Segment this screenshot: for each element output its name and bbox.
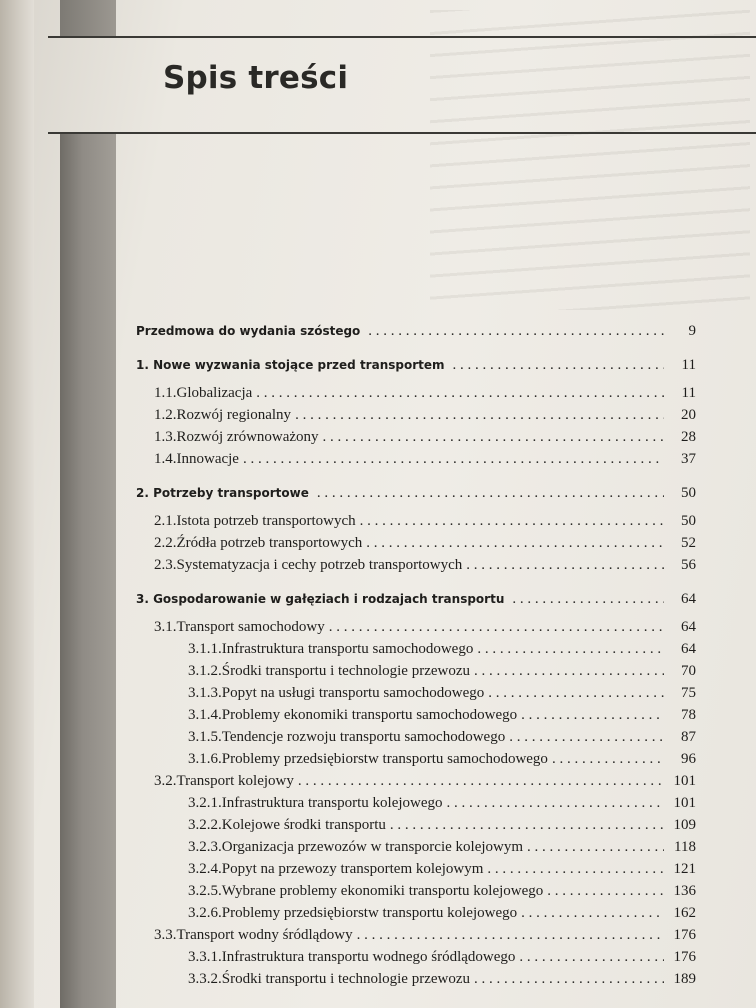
- toc-entry-number: 2.3.: [154, 557, 177, 573]
- toc-entry-number: 3.3.2.: [188, 971, 222, 987]
- toc-entry-title: Transport samochodowy: [176, 619, 325, 635]
- toc-leader-dots: [360, 510, 664, 532]
- toc-entry[interactable]: [136, 616, 696, 638]
- toc-entry[interactable]: [136, 682, 696, 704]
- toc-leader-dots: [366, 532, 664, 554]
- toc-page-number: 87: [681, 729, 696, 745]
- toc-page-number: 9: [688, 323, 696, 339]
- toc-entry[interactable]: [136, 748, 696, 770]
- table-of-contents: [136, 320, 696, 990]
- toc-entry-number: 3.1.4.: [188, 707, 222, 723]
- toc-entry-number: 1.1.: [154, 385, 177, 401]
- toc-entry-number: 1.4.: [154, 451, 177, 467]
- toc-entry-number: 3.2.6.: [188, 905, 222, 921]
- toc-entry-title: Systematyzacja i cechy potrzeb transportowych: [176, 557, 463, 573]
- toc-entry[interactable]: [136, 532, 696, 554]
- toc-entry[interactable]: [136, 554, 696, 576]
- toc-entry-title: Źródła potrzeb transportowych: [176, 535, 363, 551]
- toc-entry-title: Transport kolejowy: [176, 773, 294, 789]
- toc-leader-dots: [474, 968, 664, 990]
- toc-leader-dots: [521, 704, 664, 726]
- bleed-through-text: [430, 10, 750, 310]
- toc-leader-dots: [512, 588, 664, 610]
- toc-entry[interactable]: [136, 814, 696, 836]
- toc-entry-title: Infrastruktura transportu samochodowego: [221, 641, 474, 657]
- toc-entry-title: Kolejowe środki transportu: [221, 817, 386, 833]
- toc-leader-dots: [547, 880, 664, 902]
- toc-page-number: 96: [681, 751, 696, 767]
- toc-leader-dots: [317, 482, 664, 504]
- toc-entry-title: Rozwój regionalny: [176, 407, 292, 423]
- toc-section[interactable]: [136, 354, 696, 376]
- section-spacer: [136, 576, 696, 588]
- toc-entry-number: 3.1.2.: [188, 663, 222, 679]
- toc-page-number: 20: [681, 407, 696, 423]
- toc-page-number: 56: [681, 557, 696, 573]
- toc-leader-dots: [243, 448, 664, 470]
- toc-leader-dots: [453, 354, 664, 376]
- toc-entry-number: 1.2.: [154, 407, 177, 423]
- toc-leader-dots: [527, 836, 664, 858]
- toc-entry[interactable]: [136, 382, 696, 404]
- toc-entry-number: 3.1.: [154, 619, 177, 635]
- toc-page-number: 50: [681, 513, 696, 529]
- toc-leader-dots: [298, 770, 664, 792]
- toc-entry-number: 1.3.: [154, 429, 177, 445]
- toc-section-title: Przedmowa do wydania szóstego: [136, 324, 361, 338]
- toc-entry-number: 2.2.: [154, 535, 177, 551]
- toc-page-number: 28: [681, 429, 696, 445]
- toc-entry[interactable]: [136, 880, 696, 902]
- toc-entry[interactable]: [136, 792, 696, 814]
- toc-leader-dots: [357, 924, 664, 946]
- toc-entry[interactable]: [136, 902, 696, 924]
- toc-entry-title: Problemy ekonomiki transportu samochodowego: [221, 707, 518, 723]
- toc-section-title: 3. Gospodarowanie w gałęziach i rodzajach transportu: [136, 592, 505, 606]
- toc-entry-title: Popyt na przewozy transportem kolejowym: [221, 861, 484, 877]
- toc-page-number: 101: [673, 773, 696, 789]
- toc-entry[interactable]: [136, 968, 696, 990]
- toc-entry[interactable]: [136, 946, 696, 968]
- toc-section[interactable]: [136, 320, 696, 342]
- toc-leader-dots: [552, 748, 664, 770]
- toc-page-number: 37: [681, 451, 696, 467]
- toc-entry-title: Infrastruktura transportu kolejowego: [221, 795, 443, 811]
- toc-entry-title: Rozwój zrównoważony: [176, 429, 319, 445]
- toc-leader-dots: [521, 902, 664, 924]
- decorative-bar-top: [60, 0, 116, 36]
- toc-entry-number: 3.1.1.: [188, 641, 222, 657]
- toc-entry[interactable]: [136, 426, 696, 448]
- toc-section-title: 1. Nowe wyzwania stojące przed transportem: [136, 358, 445, 372]
- toc-page-number: 176: [673, 927, 696, 943]
- toc-entry-number: 3.1.5.: [188, 729, 222, 745]
- toc-leader-dots: [488, 682, 664, 704]
- toc-entry-title: Środki transportu i technologie przewozu: [221, 971, 471, 987]
- toc-entry-title: Transport wodny śródlądowy: [176, 927, 353, 943]
- toc-entry-title: Istota potrzeb transportowych: [176, 513, 356, 529]
- toc-page-number: 176: [673, 949, 696, 965]
- header-rule-bottom: [48, 132, 756, 134]
- toc-entry[interactable]: [136, 858, 696, 880]
- toc-entry-title: Organizacja przewozów w transporcie kolejowym: [221, 839, 524, 855]
- toc-leader-dots: [487, 858, 664, 880]
- toc-page-number: 50: [681, 485, 696, 501]
- toc-section-title: 2. Potrzeby transportowe: [136, 486, 309, 500]
- toc-page-number: 64: [681, 641, 696, 657]
- toc-leader-dots: [509, 726, 664, 748]
- toc-entry-title: Środki transportu i technologie przewozu: [221, 663, 471, 679]
- toc-entry[interactable]: [136, 660, 696, 682]
- section-spacer: [136, 470, 696, 482]
- toc-page-number: 11: [681, 385, 696, 401]
- toc-entry-number: 3.2.3.: [188, 839, 222, 855]
- toc-section[interactable]: [136, 588, 696, 610]
- toc-page-number: 70: [681, 663, 696, 679]
- toc-entry-number: 3.2.: [154, 773, 177, 789]
- toc-leader-dots: [329, 616, 664, 638]
- toc-page-number: 64: [681, 619, 696, 635]
- toc-entry[interactable]: [136, 924, 696, 946]
- header-rule-top: [48, 36, 756, 38]
- toc-entry-number: 3.2.4.: [188, 861, 222, 877]
- toc-leader-dots: [295, 404, 664, 426]
- toc-entry[interactable]: [136, 836, 696, 858]
- toc-page-number: 162: [673, 905, 696, 921]
- toc-entry-number: 3.2.2.: [188, 817, 222, 833]
- toc-entry-title: Tendencje rozwoju transportu samochodowego: [221, 729, 506, 745]
- toc-entry-title: Innowacje: [176, 451, 239, 467]
- toc-page-number: 78: [681, 707, 696, 723]
- toc-leader-dots: [256, 382, 664, 404]
- toc-page-number: 64: [681, 591, 696, 607]
- toc-page-number: 121: [673, 861, 696, 877]
- toc-leader-dots: [368, 320, 664, 342]
- toc-entry[interactable]: [136, 638, 696, 660]
- toc-entry-title: Wybrane problemy ekonomiki transportu kolejowego: [221, 883, 544, 899]
- toc-page-number: 118: [674, 839, 696, 855]
- toc-leader-dots: [466, 554, 664, 576]
- page-title: Spis treści: [163, 60, 349, 96]
- toc-entry-title: Problemy przedsiębiorstw transportu samochodowego: [221, 751, 548, 767]
- toc-entry[interactable]: [136, 404, 696, 426]
- page-edge-shadow: [0, 0, 34, 1008]
- toc-entry-number: 3.3.1.: [188, 949, 222, 965]
- toc-leader-dots: [390, 814, 664, 836]
- decorative-bar-side: [60, 134, 116, 1008]
- toc-page-number: 101: [673, 795, 696, 811]
- toc-entry-number: 3.3.: [154, 927, 177, 943]
- toc-entry-title: Infrastruktura transportu wodnego śródlądowego: [221, 949, 516, 965]
- toc-entry-title: Problemy przedsiębiorstw transportu kolejowego: [221, 905, 518, 921]
- toc-entry-number: 3.2.1.: [188, 795, 222, 811]
- toc-leader-dots: [477, 638, 664, 660]
- toc-entry-title: Globalizacja: [176, 385, 253, 401]
- toc-page-number: 109: [673, 817, 696, 833]
- toc-entry[interactable]: [136, 704, 696, 726]
- toc-page-number: 11: [681, 357, 696, 373]
- toc-entry-number: 2.1.: [154, 513, 177, 529]
- toc-entry[interactable]: [136, 726, 696, 748]
- toc-leader-dots: [447, 792, 664, 814]
- toc-entry[interactable]: [136, 510, 696, 532]
- toc-page-number: 136: [673, 883, 696, 899]
- toc-entry-number: 3.2.5.: [188, 883, 222, 899]
- toc-entry[interactable]: [136, 770, 696, 792]
- toc-page-number: 189: [673, 971, 696, 987]
- toc-entry-title: Popyt na usługi transportu samochodowego: [221, 685, 485, 701]
- toc-entry[interactable]: [136, 448, 696, 470]
- toc-section[interactable]: [136, 482, 696, 504]
- toc-leader-dots: [519, 946, 664, 968]
- toc-leader-dots: [474, 660, 664, 682]
- toc-entry-number: 3.1.3.: [188, 685, 222, 701]
- toc-leader-dots: [323, 426, 664, 448]
- toc-page-number: 52: [681, 535, 696, 551]
- toc-page-number: 75: [681, 685, 696, 701]
- toc-entry-number: 3.1.6.: [188, 751, 222, 767]
- section-spacer: [136, 342, 696, 354]
